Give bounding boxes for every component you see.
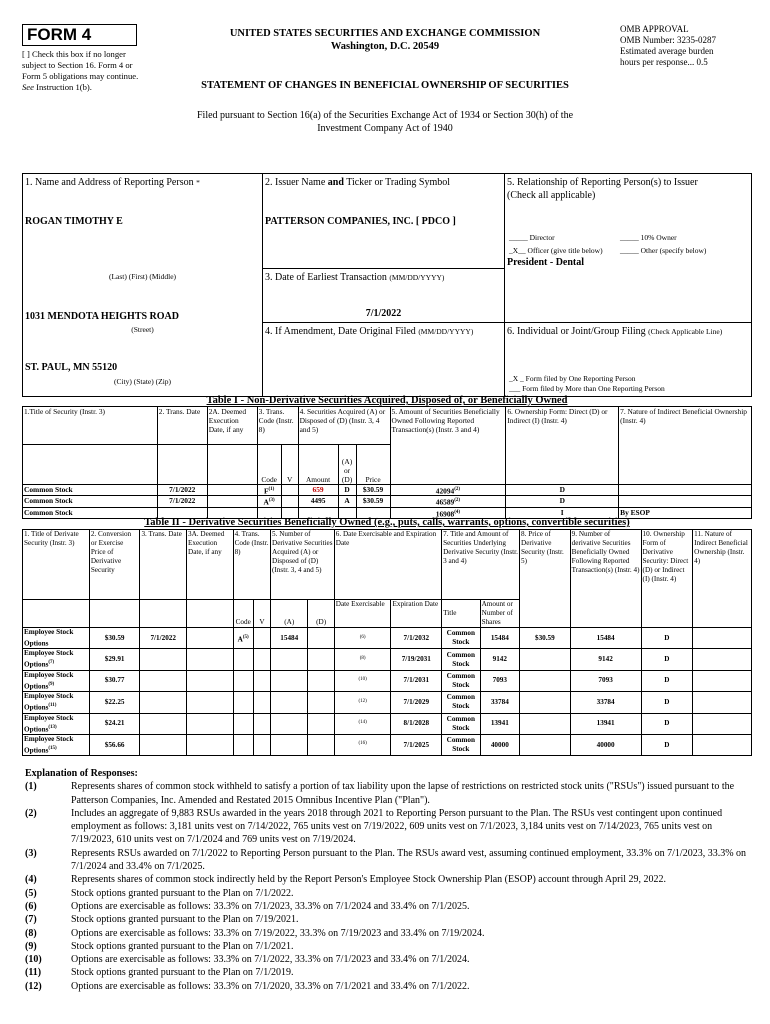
- reporting-person-label: 1. Name and Address of Reporting Person *: [25, 177, 200, 188]
- city-label: (City) (State) (Zip): [113, 377, 172, 386]
- t2-exercisable: (6): [334, 628, 391, 649]
- t1-r3-owned: 16908$^{(4)}$: [390, 507, 506, 518]
- t1-r1-title: Common Stock: [23, 485, 158, 496]
- table-row: [23, 628, 752, 649]
- footnote: [25, 927, 755, 940]
- street-label: (Street): [131, 325, 154, 334]
- t1-v-header: V: [281, 445, 298, 485]
- footnote-number: (3): [25, 847, 37, 859]
- t2-col6-header: 6. Date Exercisable and Expiration Date: [334, 530, 441, 600]
- t2-owned: 9142: [570, 649, 641, 670]
- footnote-number: (4): [25, 874, 37, 886]
- footnote-number: (1): [25, 781, 37, 793]
- t2-exercisable-header: Date Exercisable: [334, 600, 391, 628]
- footnote-number: (8): [25, 927, 37, 939]
- t2-exercisable: (14): [334, 713, 391, 734]
- t2-form: D: [641, 713, 693, 734]
- t1-col5-header: 5. Amount of Securities Beneficially Owned Following Reported Transaction(s) (Instr. 3 and 4): [390, 407, 506, 445]
- t1-code-header: Code: [257, 445, 281, 485]
- t1-amount-header: Amount: [298, 445, 338, 485]
- footnote: [25, 873, 755, 886]
- t2-underlying-amount: 9142: [480, 649, 519, 670]
- t2-col11-header: 11. Nature of Indirect Beneficial Ownership (Instr. 4): [693, 530, 752, 600]
- t1-r3-title: Common Stock: [23, 507, 158, 518]
- t2-price: $24.21: [89, 713, 140, 734]
- t1-r2-form: D: [506, 496, 619, 507]
- t2-derivative-price: [520, 670, 571, 691]
- t2-form: D: [641, 628, 693, 649]
- filing-label: 6. Individual or Joint/Group Filing (Check Applicable Line): [507, 326, 723, 337]
- agency-title: UNITED STATES SECURITIES AND EXCHANGE COMMISSION Washington, D.C. 20549: [229, 28, 541, 52]
- t2-expiration: 7/1/2031: [391, 670, 442, 691]
- t2-col4-header: 4. Trans. Code (Instr. 8): [233, 530, 270, 600]
- footnote-number: (2): [25, 807, 37, 819]
- t2-title: Employee Stock Options$^{(15)}$: [23, 734, 90, 755]
- t2-form: D: [641, 649, 693, 670]
- footnote: [25, 980, 755, 993]
- footnote-text: Represents RSUs awarded on 7/1/2022 to Reporting Person pursuant to the Plan. The RSUs award vest, assuming continued employment, 33.3% on 7/1/2023, 33.3% on 7/1/2024 and 33.4% on 7/1/2025.: [71, 847, 747, 873]
- footnote-text: Includes an aggregate of 9,883 RSUs awarded in the years 2018 through 2021 to Reporting Person pursuant to the Plan. The RSUs vest contingent upon continued employment as follows: 3,181 units vest on 7/14/2022, 765 units vest on 7/19/2022, 609 units vest on 7/1/2023, 3,184 units vest on 7/14/2023, 765 units vest on 7/19/2023, 610 units vest on 7/1/2024 and 769 units vest on 7/19/2024.: [71, 807, 723, 846]
- t2-underlying-title: Common Stock: [442, 692, 480, 713]
- t2-price: $30.77: [89, 670, 140, 691]
- table-row: [23, 713, 752, 734]
- t1-r1-date: 7/1/2022: [157, 485, 207, 496]
- footnote: [25, 807, 755, 847]
- t1-col1-header: 1.Title of Security (Instr. 3): [23, 407, 158, 445]
- earliest-transaction-box: [262, 268, 505, 323]
- t2-expiration: 7/1/2032: [391, 628, 442, 649]
- footnote-number: (11): [25, 967, 42, 979]
- t2-v-header: V: [253, 600, 270, 628]
- t2-date: 7/1/2022: [140, 628, 187, 649]
- footnote: [25, 966, 755, 979]
- t2-derivative-price: [520, 734, 571, 755]
- earliest-transaction-date: 7/1/2022: [365, 308, 402, 319]
- amendment-label: 4. If Amendment, Date Original Filed (MM/DD/YYYY): [265, 326, 474, 337]
- t2-underlying-title: Common Stock: [442, 713, 480, 734]
- t2-derivative-price: [520, 692, 571, 713]
- footnote-number: (12): [25, 980, 42, 992]
- footnote-text: Stock options granted pursuant to the Plan on 7/1/2019.: [71, 967, 294, 979]
- table-row: [23, 649, 752, 670]
- footnote: [25, 780, 755, 807]
- footnote-number: (10): [25, 954, 42, 966]
- t1-col3-header: 3. Trans. Code (Instr. 8): [257, 407, 298, 445]
- footnote-number: (6): [25, 900, 37, 912]
- t2-acquired: [271, 649, 308, 670]
- t1-r1-price: $30.59: [356, 485, 390, 496]
- t2-price: $29.91: [89, 649, 140, 670]
- t2-underlying-amount: 33784: [480, 692, 519, 713]
- t2-code: [233, 734, 253, 755]
- table-row: [23, 496, 752, 507]
- t1-r2-ad: A: [338, 496, 356, 507]
- t2-underlying-title: Common Stock: [442, 649, 480, 670]
- omb-approval: OMB APPROVAL OMB Number: 3235-0287 Estimated average burden hours per response... 0.5: [620, 24, 716, 67]
- t1-r2-nature: [619, 496, 752, 507]
- t2-underlying-title: Common Stock: [442, 734, 480, 755]
- footnote-text: Stock options granted pursuant to the Plan on 7/1/2021.: [71, 940, 294, 952]
- footnote-text: Options are exercisable as follows: 33.3% on 7/1/2020, 33.3% on 7/1/2021 and 33.4% on 7/1/2022.: [71, 980, 470, 992]
- t1-col4-header: 4. Securities Acquired (A) or Disposed of (D) (Instr. 3, 4 and 5): [298, 407, 390, 445]
- t2-underlying-amount: 13941: [480, 713, 519, 734]
- issuer-name: PATTERSON COMPANIES, INC. [ PDCO ]: [265, 216, 456, 227]
- t1-r1-code: $F^{(1)}$: [257, 485, 281, 496]
- checkbox-note: [ ] Check this box if no longer subject to Section 16. Form 4 or Form 5 obligations may continue. See Instruction 1(b).: [22, 49, 139, 92]
- footnote: [25, 913, 755, 926]
- t2-underlying-title: Common Stock: [442, 670, 480, 691]
- name-parts-label: (Last) (First) (Middle): [108, 272, 177, 281]
- footnote: [25, 940, 755, 953]
- t2-d-header: (D): [308, 600, 334, 628]
- t1-col2a-header: 2A. Deemed Execution Date, if any: [207, 407, 257, 445]
- t1-col6-header: 6. Ownership Form: Direct (D) or Indirect (I) (Instr. 4): [506, 407, 619, 445]
- form-title: FORM 4: [22, 24, 137, 46]
- t2-title: Employee Stock Options$^{(13)}$: [23, 713, 90, 734]
- explanation-title: Explanation of Responses:: [25, 768, 138, 779]
- footnote-number: (7): [25, 914, 37, 926]
- officer-option: _X__ Officer (give title below): [509, 246, 603, 255]
- t2-form: D: [641, 734, 693, 755]
- other-option: _____ Other (specify below): [620, 246, 707, 255]
- t2-derivative-price: [520, 713, 571, 734]
- t1-r3-nature: By ESOP: [619, 507, 752, 518]
- t2-code: $A^{(5)}$: [233, 628, 253, 649]
- table-row: [23, 692, 752, 713]
- t2-col1-header: 1. Title of Derivate Security (Instr. 3): [23, 530, 90, 600]
- t2-price: $30.59: [89, 628, 140, 649]
- t1-r2-owned: 46589$^{(2)}$: [390, 496, 506, 507]
- filing-multiple-persons: ___ Form filed by More than One Reporting Person: [509, 384, 665, 393]
- t2-acquired: [271, 713, 308, 734]
- t2-price: $22.25: [89, 692, 140, 713]
- t2-col9-header: 9. Number of derivative Securities Beneficially Owned Following Reported Transaction(s) (Instr. 4): [570, 530, 641, 600]
- ten-percent-owner-option: _____ 10% Owner: [620, 233, 677, 242]
- t1-r1-nature: [619, 485, 752, 496]
- table2-title: Table II - Derivative Securities Beneficially Owned (e.g., puts, calls, warrants, options, convertible securities): [144, 517, 630, 528]
- t2-col3-header: 3. Trans. Date: [140, 530, 187, 600]
- t2-title: Employee Stock Options$^{(7)}$: [23, 649, 90, 670]
- t2-a-header: (A): [271, 600, 308, 628]
- t1-r1-amount: 659: [298, 485, 338, 496]
- t2-col2-header: 2. Conversion or Exercise Price of Derivative Security: [89, 530, 140, 600]
- t2-col10-header: 10. Ownership Form of Derivative Security: Direct (D) or Indirect (I) (Instr. 4): [641, 530, 693, 600]
- t2-form: D: [641, 692, 693, 713]
- t2-title: Employee Stock Options: [23, 628, 90, 649]
- t1-ad-header: (A) or (D): [338, 445, 356, 485]
- issuer-box: [262, 173, 505, 269]
- t2-col5-header: 5. Number of Derivative Securities Acquired (A) or Disposed of (D) (Instr. 3, 4 and 5): [271, 530, 335, 600]
- table1-title: Table I - Non-Derivative Securities Acquired, Disposed of, or Beneficially Owned: [206, 395, 568, 406]
- t2-acquired: [271, 692, 308, 713]
- t2-col8-header: 8. Price of Derivative Security (Instr. 5): [520, 530, 571, 600]
- t2-exercisable: (12): [334, 692, 391, 713]
- t2-title: Employee Stock Options$^{(11)}$: [23, 692, 90, 713]
- t1-r3-form: I: [506, 507, 619, 518]
- filing-one-person: _X _ Form filed by One Reporting Person: [509, 374, 636, 383]
- t2-code: [233, 670, 253, 691]
- footnote: [25, 900, 755, 913]
- amendment-box: [262, 322, 505, 397]
- t2-derivative-price: $30.59: [520, 628, 571, 649]
- t2-exercisable: (10): [334, 670, 391, 691]
- t2-date: [140, 734, 187, 755]
- t2-owned: 15484: [570, 628, 641, 649]
- footnote-number: (9): [25, 940, 37, 952]
- earliest-transaction-label: 3. Date of Earliest Transaction (MM/DD/YYYY): [265, 272, 445, 283]
- t2-date: [140, 670, 187, 691]
- t2-code: [233, 649, 253, 670]
- t2-expiration: 7/1/2029: [391, 692, 442, 713]
- table-row: [23, 670, 752, 691]
- t2-acquired: [271, 670, 308, 691]
- reporting-person-box: [22, 173, 263, 397]
- t1-r1-ad: D: [338, 485, 356, 496]
- t2-amount-header: Amount or Number of Shares: [480, 600, 519, 628]
- t2-owned: 33784: [570, 692, 641, 713]
- t2-owned: 13941: [570, 713, 641, 734]
- footnote-text: Options are exercisable as follows: 33.3% on 7/1/2022, 33.3% on 7/1/2023 and 33.4% on 7/1/2024.: [71, 954, 470, 966]
- footnote-text: Options are exercisable as follows: 33.3% on 7/1/2023, 33.3% on 7/1/2024 and 33.4% on 7/1/2025.: [71, 900, 470, 912]
- t2-owned: 7093: [570, 670, 641, 691]
- t2-derivative-price: [520, 649, 571, 670]
- footnote-text: Represents shares of common stock indirectly held by the Report Person's Employee Stock Ownership Plan (ESOP) account through April 29, 2022.: [71, 874, 667, 886]
- t2-underlying-title: Common Stock: [442, 628, 480, 649]
- city-state-zip: ST. PAUL, MN 55120: [25, 362, 118, 373]
- t1-price-header: Price: [356, 445, 390, 485]
- relationship-box: [504, 173, 752, 323]
- footnote-text: Represents shares of common stock withheld to satisfy a portion of tax liability upon the lapse of restrictions on restricted stock units ("RSUs") issued pursuant to the Patterson Companies, Inc. Amended and Restated 2015 Omnibus Incentive Plan ("Plan").: [71, 781, 735, 806]
- t2-price: $56.66: [89, 734, 140, 755]
- filed-pursuant: Filed pursuant to Section 16(a) of the Securities Exchange Act of 1934 or Section 30(h) of the Investment Company Act of 1940: [196, 110, 574, 134]
- t2-acquired: 15484: [271, 628, 308, 649]
- t2-expiration: 7/19/2031: [391, 649, 442, 670]
- t2-underlying-amount: 7093: [480, 670, 519, 691]
- t2-date: [140, 713, 187, 734]
- footnote-text: Stock options granted pursuant to the Plan on 7/1/2022.: [71, 887, 294, 899]
- footnote: [25, 953, 755, 966]
- statement-title: STATEMENT OF CHANGES IN BENEFICIAL OWNERSHIP OF SECURITIES: [201, 80, 569, 91]
- t2-owned: 40000: [570, 734, 641, 755]
- t2-form: D: [641, 670, 693, 691]
- table-row: [23, 485, 752, 496]
- footnote: [25, 847, 755, 874]
- t1-r2-date: 7/1/2022: [157, 496, 207, 507]
- t1-r2-amount: 4495: [298, 496, 338, 507]
- officer-title: President - Dental: [507, 257, 585, 268]
- footnote: [25, 887, 755, 900]
- filing-box: [504, 322, 752, 397]
- t2-title: Employee Stock Options$^{(9)}$: [23, 670, 90, 691]
- footnote-text: Stock options granted pursuant to the Plan on 7/19/2021.: [71, 914, 299, 926]
- t2-code-header: Code: [233, 600, 253, 628]
- t2-col7-header: 7. Title and Amount of Securities Underlying Derivative Security (Instr. 3 and 4): [442, 530, 520, 600]
- t2-expiration-header: Expiration Date: [391, 600, 442, 628]
- t2-exercisable: (16): [334, 734, 391, 755]
- t2-title-header: Title: [442, 600, 480, 628]
- relationship-label: 5. Relationship of Reporting Person(s) to Issuer (Check all applicable): [507, 177, 698, 201]
- footnote-number: (5): [25, 887, 37, 899]
- t1-r1-owned: 42094$^{(2)}$: [390, 485, 506, 496]
- t2-acquired: [271, 734, 308, 755]
- table2: [22, 529, 752, 756]
- table1: [22, 406, 752, 519]
- t1-r2-code: $A^{(3)}$: [257, 496, 281, 507]
- t1-r1-form: D: [506, 485, 619, 496]
- t2-date: [140, 692, 187, 713]
- t1-col2-header: 2. Trans. Date: [157, 407, 207, 445]
- explanation-section: [25, 767, 755, 993]
- t2-exercisable: (8): [334, 649, 391, 670]
- t1-r2-title: Common Stock: [23, 496, 158, 507]
- t1-col7-header: 7. Nature of Indirect Beneficial Ownership (Instr. 4): [619, 407, 752, 445]
- director-option: _____ Director: [509, 233, 555, 242]
- t2-date: [140, 649, 187, 670]
- issuer-label: 2. Issuer Name and Ticker or Trading Symbol: [265, 177, 451, 188]
- t2-expiration: 7/1/2025: [391, 734, 442, 755]
- t2-code: [233, 692, 253, 713]
- t2-code: [233, 713, 253, 734]
- t2-col3a-header: 3A. Deemed Execution Date, if any: [187, 530, 234, 600]
- footnote-text: Options are exercisable as follows: 33.3% on 7/19/2022, 33.3% on 7/19/2023 and 33.4% on 7/19/2024.: [71, 927, 485, 939]
- t1-r2-price: $30.59: [356, 496, 390, 507]
- t2-underlying-amount: 15484: [480, 628, 519, 649]
- t2-expiration: 8/1/2028: [391, 713, 442, 734]
- table-row: [23, 734, 752, 755]
- t2-underlying-amount: 40000: [480, 734, 519, 755]
- street-address: 1031 MENDOTA HEIGHTS ROAD: [25, 311, 179, 322]
- reporting-person-name: ROGAN TIMOTHY E: [25, 216, 123, 227]
